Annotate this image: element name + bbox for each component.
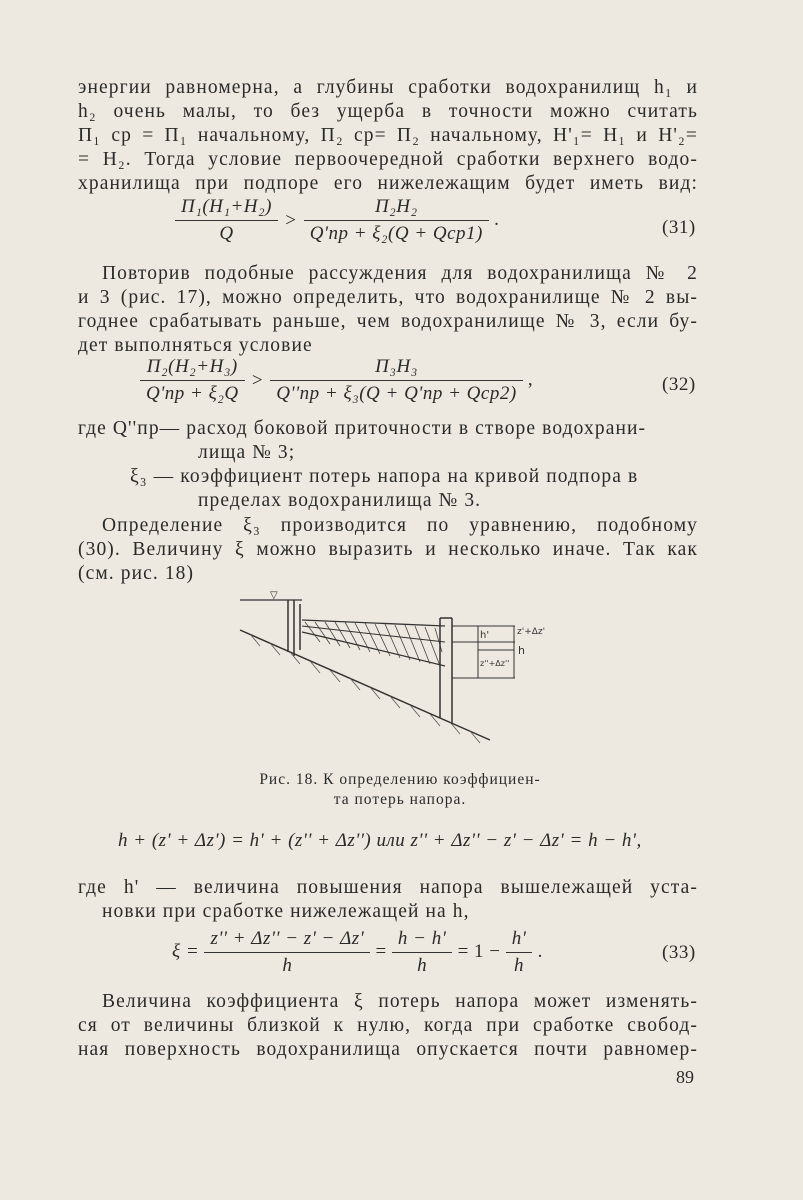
definition-qpr-line1: где Q''пр— расход боковой приточности в створе водохрани- — [78, 418, 647, 439]
water-level-icon: ▽ — [270, 590, 278, 601]
paragraph-repeat — [78, 262, 698, 358]
eq32-rhs-denominator: Q''пр + ξ₃(Q + Q'пр + Qср2) — [276, 383, 517, 404]
upper-dam — [288, 600, 300, 656]
equation-31 — [175, 196, 499, 245]
eq33-middle: = 1 − — [457, 940, 501, 962]
text-line: Повторив подобные рассуждения для водохранилища № 2 — [102, 263, 698, 284]
equation-number-32: (32) — [662, 374, 696, 395]
eq32-lhs-denominator: Q'пр + ξ₂Q — [146, 383, 239, 404]
eq33-lhs: ξ = — [172, 940, 200, 962]
text-line: Определение ξ₃ производится по уравнению, подобному — [102, 515, 698, 536]
text-line: энергии равномерна, а глубины сработки водохранилищ h₁ и — [78, 77, 698, 98]
eq33-f2-denominator: h — [417, 955, 428, 976]
eq31-operator: > — [285, 209, 297, 231]
label-z-dprime: z''+Δz'' — [480, 659, 510, 668]
equation-number-31: (31) — [662, 217, 696, 238]
eq33-tail: . — [537, 940, 543, 962]
paragraph-where-h — [78, 876, 698, 924]
eq33-f3-numerator: h' — [506, 928, 533, 953]
eq31-rhs-numerator: П₂H₂ — [304, 196, 489, 221]
figure-caption — [200, 770, 600, 810]
text-line: и 3 (рис. 17), можно определить, что водохранилище № 2 вы- — [78, 287, 698, 308]
paragraph-coefficient — [78, 990, 698, 1062]
text-line: где h' — величина повышения напора вышележащей уста- — [78, 877, 698, 898]
caption-line: та потерь напора. — [333, 791, 467, 808]
paragraph-definition — [78, 514, 698, 586]
eq33-fraction-1 — [204, 928, 370, 977]
text-line: дет выполняться условие — [78, 335, 313, 356]
eq32-tail: , — [527, 368, 534, 390]
text-line: новки при сработке нижележащей на h, — [102, 901, 470, 922]
eq31-tail: . — [494, 208, 500, 230]
text-line: П₁ ср = П₁ начальному, П₂ ср= П₂ начальному, H'₁= H₁ и H'₂= — [78, 125, 698, 146]
label-h-prime: h' — [480, 630, 490, 641]
equation-head-balance: h + (z' + Δz') = h' + (z'' + Δz'') или z'' + Δz'' − z' − Δz' = h − h', — [118, 830, 642, 851]
definition-xi3-line2: пределах водохранилища № 3. — [198, 490, 482, 511]
text-line: (см. рис. 18) — [78, 563, 195, 584]
label-z-prime: z'+Δz' — [517, 627, 546, 637]
eq31-rhs-fraction — [304, 196, 489, 245]
text-line: Величина коэффициента ξ потерь напора может изменять- — [102, 991, 698, 1012]
eq33-f3-denominator: h — [514, 955, 525, 976]
text-line: ная поверхность водохранилища опускается почти равномер- — [78, 1039, 698, 1060]
text-line: годнее срабатывать раньше, чем водохранилище № 3, если бу- — [78, 311, 698, 332]
eq33-fraction-2 — [392, 928, 452, 977]
definition-xi3-line1: ξ₃ — коэффициент потерь напора на кривой подпора в — [130, 466, 639, 487]
caption-line: Рис. 18. К определению коэффициен- — [259, 771, 541, 788]
eq32-operator: > — [251, 369, 264, 391]
eq32-rhs-fraction — [270, 356, 522, 405]
text-line: = H₂. Тогда условие первоочередной сработки верхнего водо- — [78, 149, 698, 170]
equation-33: ξ = $\frac{z'' + \Delta z'' - z' - \Delta z'}{h}$ = $\frac{h - h'}{h}$ = 1 − $\frac{h'}{h}$ . — [172, 928, 543, 976]
label-h: h — [518, 644, 525, 657]
text-line: ся от величины близкой к нулю, когда при сработке свобод- — [78, 1015, 698, 1036]
water-surface-lower — [302, 632, 445, 666]
text-line: (30). Величину ξ можно выразить и несколько иначе. Так как — [78, 539, 698, 560]
eq32-lhs-numerator: П₂(H₂+H₃) — [140, 356, 245, 381]
eq33-fraction-3 — [506, 928, 533, 977]
text-line: h₂ очень малы, то без ущерба в точности можно считать — [78, 101, 698, 122]
lower-dam — [440, 618, 452, 724]
eq31-rhs-denominator: Q'пр + ξ₂(Q + Qср1) — [309, 223, 483, 244]
eq33-f1-denominator: h — [282, 955, 293, 976]
text-line: хранилища при подпоре его нижележащим будет иметь вид: — [78, 173, 698, 194]
equation-number-33: (33) — [662, 942, 696, 963]
eq32-lhs-fraction — [140, 356, 245, 405]
eq31-lhs-denominator: Q — [219, 223, 234, 244]
paragraph-intro — [78, 76, 698, 196]
figure-18-drawing — [230, 590, 560, 750]
eq31-lhs-numerator: П₁(H₁+H₂) — [175, 196, 278, 221]
eq33-f2-numerator: h − h' — [392, 928, 452, 953]
equation-32 — [140, 356, 533, 405]
eq33-f1-numerator: z'' + Δz'' − z' − Δz' — [204, 928, 370, 953]
eq32-rhs-numerator: П₃H₃ — [270, 356, 522, 381]
water-surface-upper — [302, 620, 445, 626]
eq31-lhs-fraction — [175, 196, 278, 245]
page-number: 89 — [676, 1067, 694, 1087]
definition-qpr-line2: лища № 3; — [198, 442, 296, 463]
